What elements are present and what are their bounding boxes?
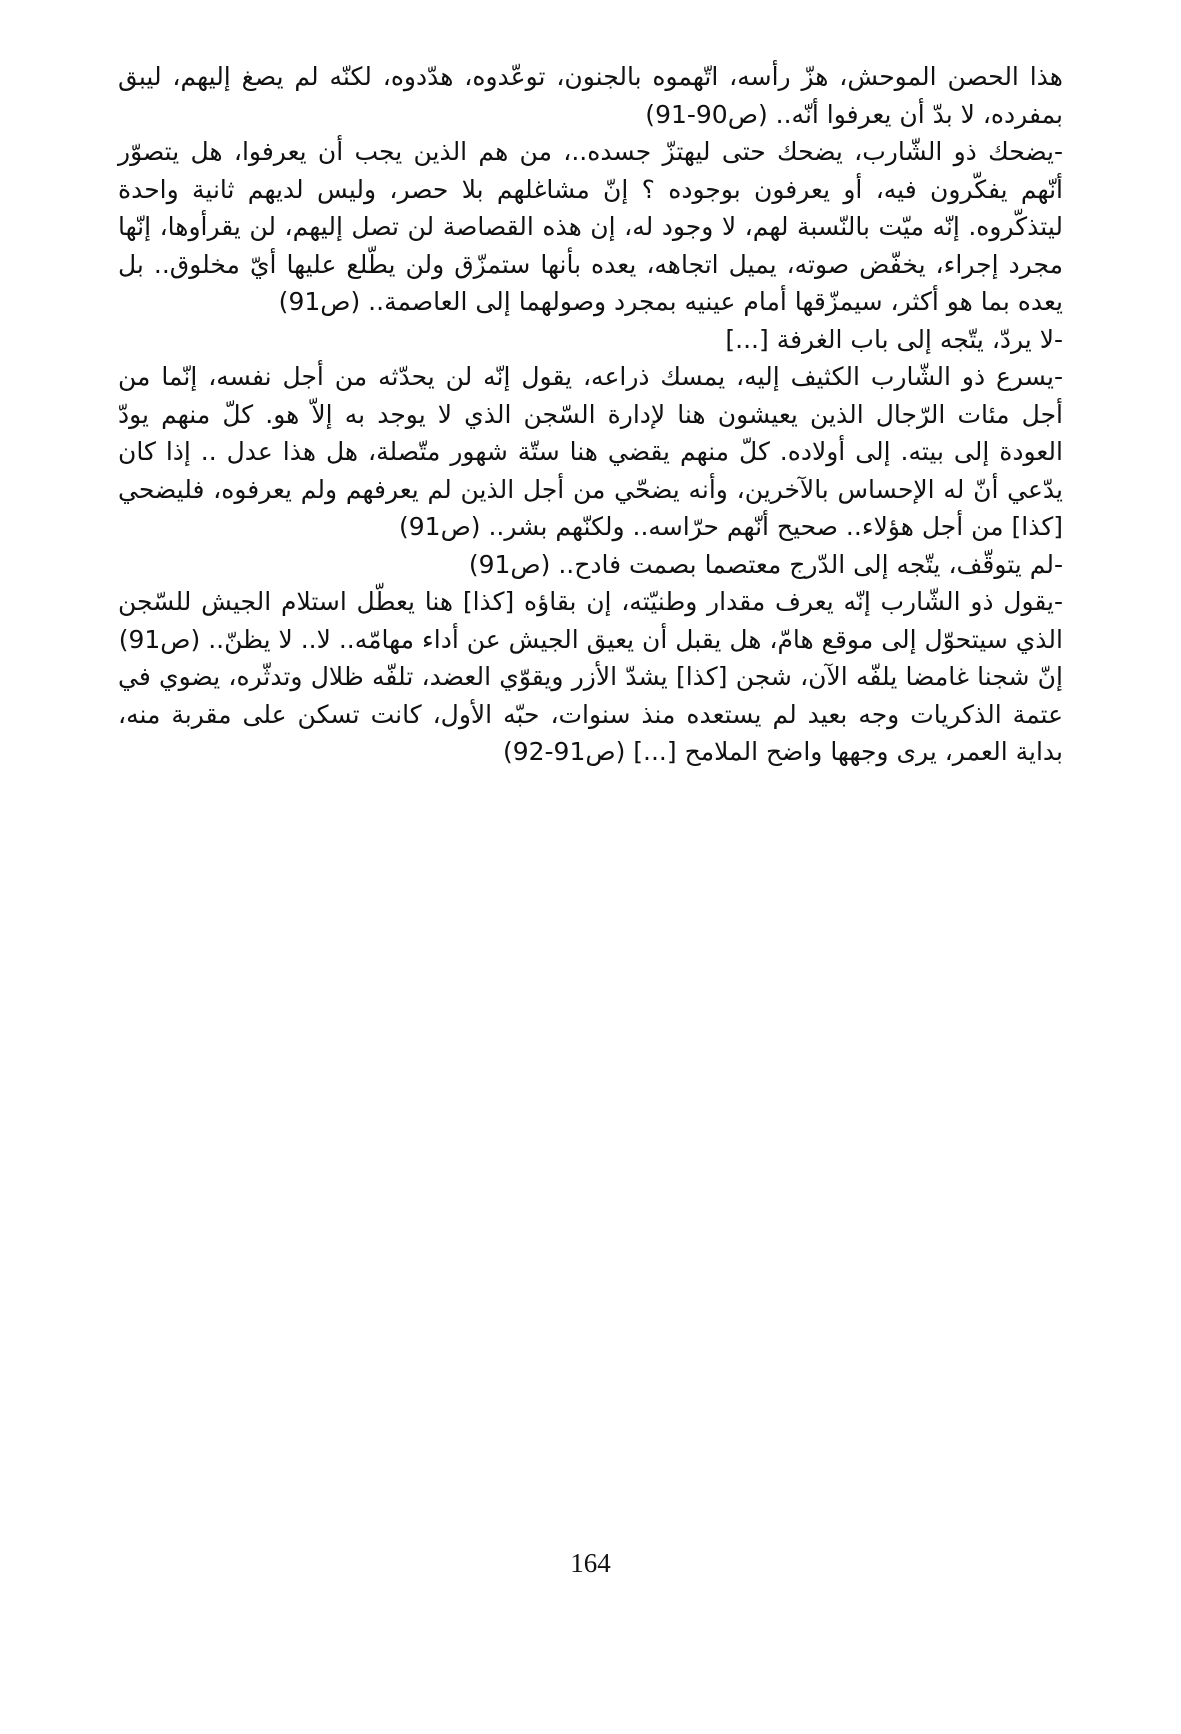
- paragraph-2: -يضحك ذو الشّارب، يضحك حتى ليهتزّ جسده..، من هم الذين يجب أن يعرفوا، هل يتصوّر أنّهم يفكّرون فيه، أو يعرفون بوجوده ؟ إنّ مشاغلهم بلا حصر، وليس لديهم ثانية واحدة ليتذكّروه. إنّه ميّت بالنّسبة لهم، لا وجود له، إن هذه القصاصة لن تصل إليهم، لن يقرأوها، إنّها مجرد إجراء، يخفّض صوته، يميل اتجاهه، يعده بأنها ستمزّق ولن يطّلع عليها أيّ مخلوق.. بل يعده بما هو أكثر، سيمزّقها أمام عينيه بمجرد وصولهما إلى العاصمة.. (ص91): [118, 137, 1063, 316]
- paragraph-4: -يسرع ذو الشّارب الكثيف إليه، يمسك ذراعه، يقول إنّه لن يحدّثه من أجل نفسه، إنّما من أجل مئات الرّجال الذين يعيشون هنا لإدارة السّجن الذي لا يوجد به إلاّ هو. كلّ منهم يودّ العودة إلى بيته. إلى أولاده. كلّ منهم يقضي هنا ستّة شهور متّصلة، هل هذا عدل .. إذا كان يدّعي أنّ له الإحساس بالآخرين، وأنه يضحّي من أجل الذين لم يعرفهم ولم يعرفوه، فليضحي [كذا] من أجل هؤلاء.. صحيح أنّهم حرّاسه.. ولكنّهم بشر.. (ص91): [118, 362, 1063, 541]
- body-text: [118, 58, 1063, 771]
- paragraph-7: إنّ شجنا غامضا يلفّه الآن، شجن [كذا] يشدّ الأزر ويقوّي العضد، تلفّه ظلال وتدثّره، يضوي في عتمة الذكريات وجه بعيد لم يستعده منذ سنوات، حبّه الأول، كانت تسكن على مقربة منه، بداية العمر، يرى وجهها واضح الملامح [...] (ص91-92): [118, 662, 1063, 766]
- page-number: 164: [570, 1548, 611, 1578]
- paragraph-6: -يقول ذو الشّارب إنّه يعرف مقدار وطنيّته، إن بقاؤه [كذا] هنا يعطّل استلام الجيش للسّجن الذي سيتحوّل إلى موقع هامّ، هل يقبل أن يعيق الجيش عن أداء مهامّه.. لا.. لا يظنّ.. (ص91): [118, 587, 1063, 654]
- paragraph-5: -لم يتوقّف، يتّجه إلى الدّرج معتصما بصمت فادح.. (ص91): [468, 549, 1063, 579]
- paragraph-1: هذا الحصن الموحش، هزّ رأسه، اتّهموه بالجنون، توعّدوه، هدّدوه، لكنّه لم يصغ إليهم، ليبق بمفرده، لا بدّ أن يعرفوا أنّه.. (ص90-91): [118, 62, 1063, 129]
- paragraph-3: -لا يردّ، يتّجه إلى باب الغرفة [...]: [725, 324, 1063, 354]
